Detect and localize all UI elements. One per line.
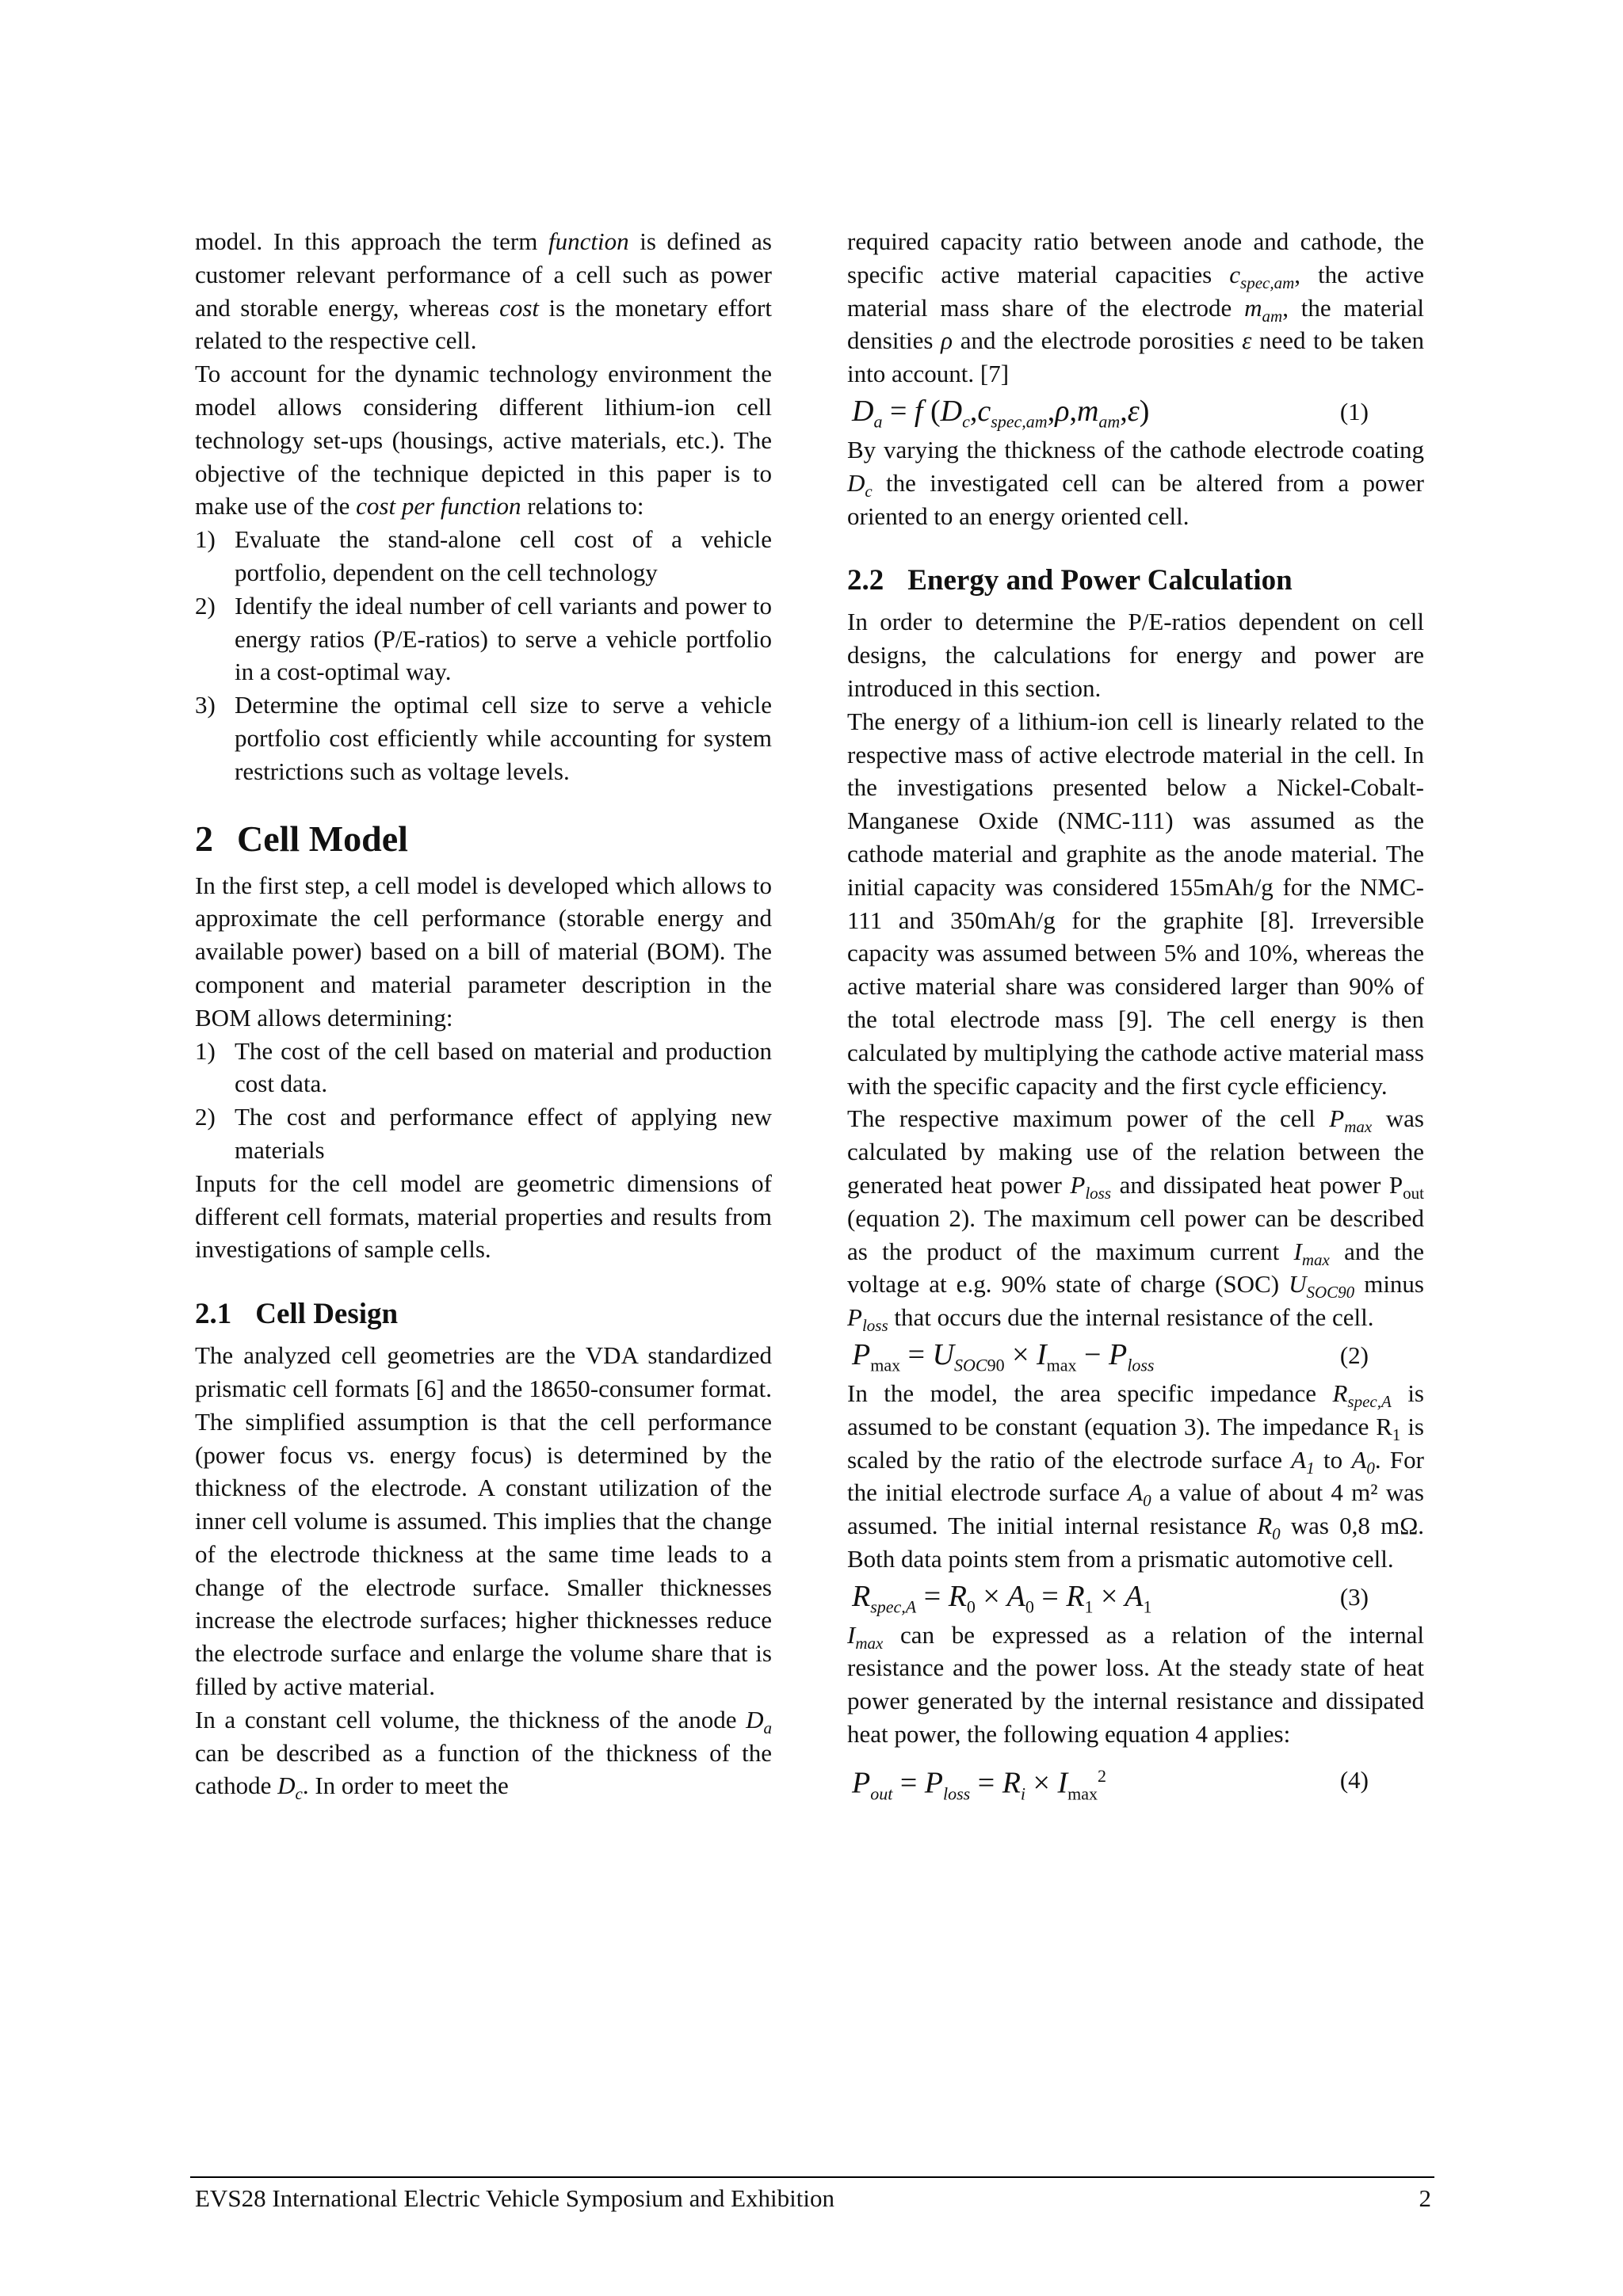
section-heading-energy-power: 2.2 Energy and Power Calculation [847, 564, 1293, 597]
page-number: 2 [1419, 2184, 1431, 2212]
page-footer [195, 2182, 1431, 2215]
intro-paragraph-2: To account for the dynamic technology environment the model allows considering different lithium-ion cell technology set-ups (housings, active materials, etc.). The objective of the technique depicted in this paper is to make use of the cost per function relations to: [195, 360, 772, 521]
energy-power-paragraph-1: In order to determine the P/E-ratios dependent on cell designs, the calculations for energy and power are introduced in this section. [847, 608, 1424, 702]
footer-rule [190, 2176, 1434, 2178]
equation-1-formula: $D_a = f$ $(D_c,c_{spec,am},\rho,m_{am},\varepsilon)$ [852, 395, 1150, 432]
list-item: 3) Determine the optimal cell size to serve a vehicle portfolio cost efficiently while accounting for system restrictions such as voltage levels. [195, 691, 772, 785]
list-item: 2) The cost and performance effect of applying new materials [195, 1103, 772, 1164]
equation-3 [847, 1576, 1424, 1619]
cell-design-paragraph-2: In a constant cell volume, the thickness of the anode $D_a$ can be described as a function of the thickness of the cathode $D_c$. In order to meet the [195, 1705, 772, 1804]
equation-3-formula: $R_{spec,A} = R_0 \times A_0 = R_1 \times A_1$ [852, 1579, 1152, 1617]
bom-list [195, 1035, 772, 1167]
equation-2 [847, 1334, 1424, 1377]
list-item: 1) Evaluate the stand-alone cell cost of a vehicle portfolio, dependent on the cell technology [195, 525, 772, 586]
capacity-ratio-paragraph: required capacity ratio between anode and cathode, the specific active material capacities $c_{spec,am}$, the active material mass share of the electrode $m_{am}$, the material densities ρ and the electrode porosities ε need to be taken into account. [7] [847, 227, 1424, 388]
list-item: 1) The cost of the cell based on material and production cost data. [195, 1036, 772, 1098]
energy-power-paragraph-3: The respective maximum power of the cell $P_{max}$ was calculated by making use of the relation between the generated heat power $P_{loss}$ and dissipated heat power $P_{out}$ (equation 2). The maximum cell power can be described as the product of the maximum current $I_{max}$ and the voltage at e.g. 90% state of charge (SOC) $U_{SOC90}$ minus $P_{loss}$ that occurs due the internal resistance of the cell. [847, 1104, 1424, 1336]
equation-4-number: (4) [1339, 1765, 1369, 1794]
equation-1-number: (1) [1339, 398, 1369, 426]
energy-power-paragraph-5: $I_{max}$ can be expressed as a relation of the internal resistance and the power loss. At the steady state of heat power generated by the internal resistance and dissipated heat power, the following equation 4 applies: [847, 1620, 1424, 1749]
cathode-thickness-paragraph: By varying the thickness of the cathode electrode coating $D_c$ the investigated cell can be altered from a power oriented to an energy oriented cell. [847, 435, 1424, 530]
objectives-list [195, 523, 772, 788]
equation-2-formula: $P_{max} = U_{SOC90} \times I_{max} - P_{loss}$ [852, 1338, 1155, 1375]
intro-paragraph-1: model. In this approach the term function is defined as customer relevant performance of a cell such as power and storable energy, whereas cost is the monetary effort related to the respective cell. [195, 227, 772, 355]
energy-power-paragraph-2: The energy of a lithium-ion cell is linearly related to the respective mass of active electrode material in the cell. In the investigations presented below a Nickel-Cobalt-Manganese Oxide (NMC-111) was assumed as the cathode material and graphite as the anode material. The initial capacity was considered 155mAh/g for the NMC-111 and 350mAh/g for the graphite [8]. Irreversible capacity was assumed between 5% and 10%, whereas the active material share was considered larger than 90% of the total electrode mass [9]. The cell energy is then calculated by multiplying the cathode active material mass with the specific capacity and the first cycle efficiency. [847, 707, 1424, 1100]
cell-design-paragraph-1: The analyzed cell geometries are the VDA standardized prismatic cell formats [6] and the 18650-consumer format. The simplified assumption is that the cell performance (power focus vs. energy focus) is determined by the thickness of the electrode. A constant utilization of the inner cell volume is assumed. This implies that the change of the electrode thickness at the same time leads to a change of the electrode surface. Smaller thicknesses increase the electrode surfaces; higher thicknesses reduce the electrode surface and enlarge the volume share that is filled by active material. [195, 1341, 772, 1701]
equation-2-number: (2) [1339, 1341, 1369, 1369]
equation-3-number: (3) [1339, 1582, 1369, 1611]
section-heading-cell-design: 2.1 Cell Design [195, 1298, 399, 1331]
conference-name: EVS28 International Electric Vehicle Symposium and Exhibition [195, 2184, 834, 2212]
equation-1 [847, 391, 1424, 433]
left-column [195, 225, 772, 1802]
cell-model-paragraph-1: In the first step, a cell model is developed which allows to approximate the cell performance (storable energy and available power) based on a bill of material (BOM). The component and material parameter description in the BOM allows determining: [195, 871, 772, 1032]
right-column [847, 225, 1424, 1802]
energy-power-paragraph-4: In the model, the area specific impedance $R_{spec,A}$ is assumed to be constant (equation 3). The impedance $R_1$ is scaled by the ratio of the electrode surface $A_1$ to $A_0$. For the initial electrode surface $A_0$ a value of about 4 m² was assumed. The initial internal resistance $R_0$ was 0,8 mΩ. Both data points stem from a prismatic automotive cell. [847, 1379, 1424, 1573]
cell-model-paragraph-2: Inputs for the cell model are geometric dimensions of different cell formats, material properties and results from investigations of sample cells. [195, 1169, 772, 1264]
section-heading-cell-model: 2 Cell Model [195, 818, 408, 859]
equation-4 [847, 1759, 1424, 1802]
equation-4-formula: $P_{out} = P_{loss} = R_i \times I_{max}^2$ [852, 1766, 1107, 1804]
list-item: 2) Identify the ideal number of cell variants and power to energy ratios (P/E-ratios) to serve a vehicle portfolio in a cost-optimal way. [195, 591, 772, 686]
